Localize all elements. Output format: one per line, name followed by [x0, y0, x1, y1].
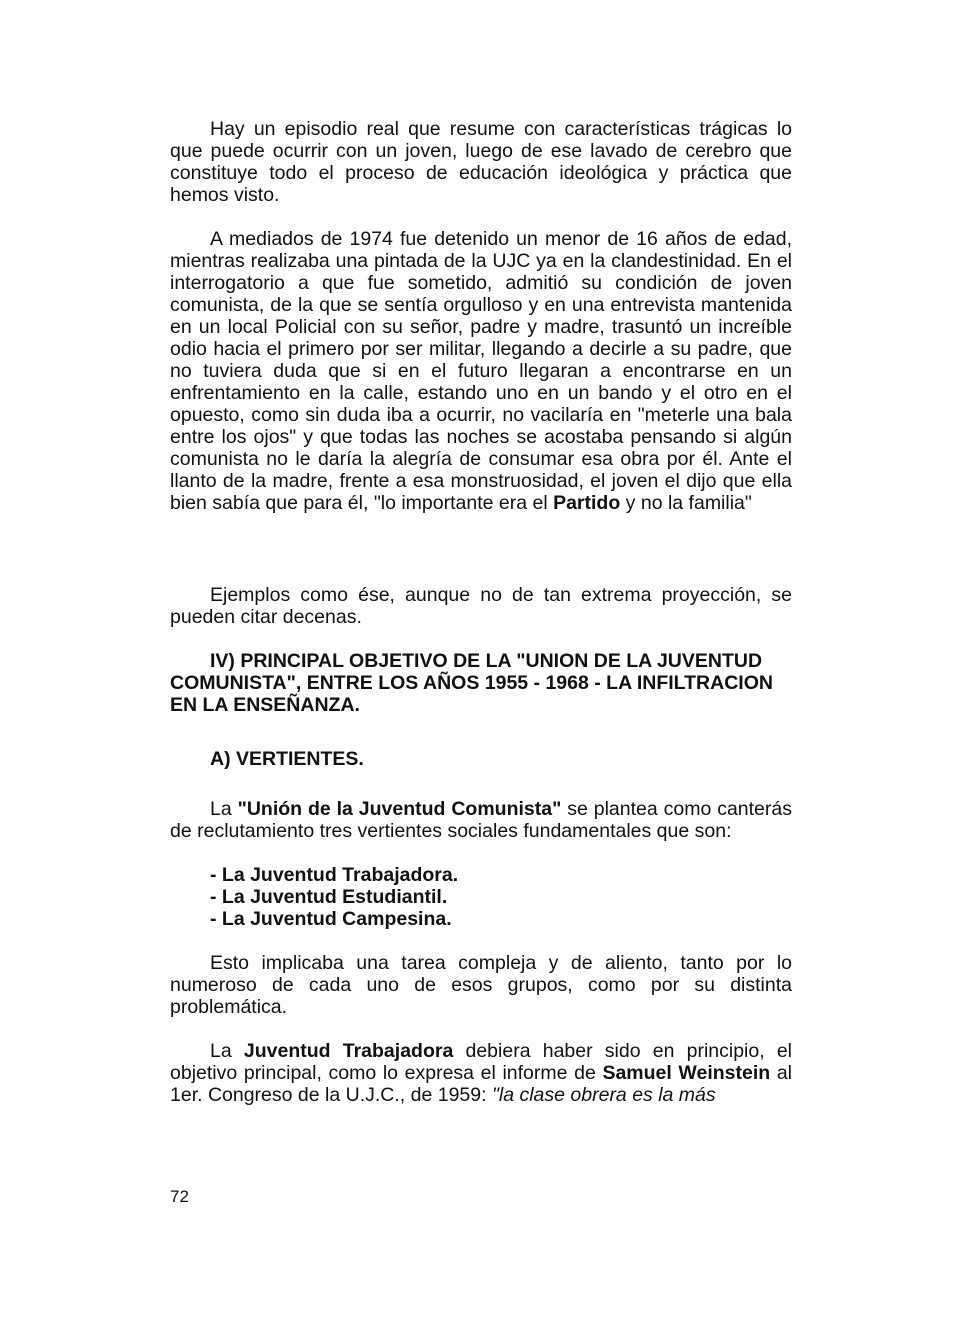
paragraph-vertientes [170, 798, 792, 842]
subsection-heading: A) VERTIENTES. [210, 748, 364, 770]
vertientes-lead: La [210, 798, 238, 820]
paragraph-working-youth [170, 1040, 792, 1106]
youth-list [210, 864, 792, 930]
document-page [170, 118, 792, 1106]
working-youth-lead: La [210, 1040, 244, 1062]
samuel-weinstein-bold: Samuel Weinstein [602, 1062, 771, 1084]
paragraph-episode-intro: Hay un episodio real que resume con características trágicas lo que puede ocurrir con un joven, luego de ese lavado de cerebro que constituye todo el proceso de educación ideológica y práctica que hemos visto. [170, 118, 792, 206]
congress-text: al 1er. Congreso de la U.J.C., de 1959: [170, 1062, 792, 1106]
partido-bold: Partido [553, 492, 621, 514]
list-item: - La Juventud Trabajadora. [210, 864, 459, 886]
quote-italic: "la clase obrera es la más [491, 1084, 716, 1106]
section-heading: IV) PRINCIPAL OBJETIVO DE LA "UNION DE LA JUVENTUD COMUNISTA", ENTRE LOS AÑOS 1955 - 1968 - LA INFILTRACION EN LA ENSEÑANZA. [170, 650, 773, 716]
working-youth-text: debiera haber sido en principio, el objetivo principal, como lo expresa el informe de [170, 1040, 793, 1084]
ujc-bold: "Unión de la Juventud Comunista" [237, 798, 562, 820]
detention-story-end: y no la familia" [620, 492, 752, 514]
list-item: - La Juventud Estudiantil. [210, 886, 448, 908]
page-number: 72 [170, 1187, 189, 1206]
paragraph-complexity: Esto implicaba una tarea compleja y de aliento, tanto por lo numeroso de cada uno de esos grupos, como por su distinta problemática. [170, 952, 792, 1018]
detention-story-text: A mediados de 1974 fue detenido un menor de 16 años de edad, mientras realizaba una pintada de la UJC ya en la clandestinidad. En el interrogatorio a que fue sometido, admitió su condición de joven comunista, de la que se sentía orgulloso y en una entrevista mantenida en un local Policial con su señor, padre y madre, trasuntó un increíble odio hacia el primero por ser militar, llegando a decirle a su padre, que no tuviera duda que si en el futuro llegaran a encontrarse en un enfrentamiento en la calle, estando uno en un bando y el otro en el opuesto, como sin duda iba a ocurrir, no vacilaría en "meterle una bala entre los ojos" y que todas las noches se acostaba pensando si algún comunista no le daría la alegría de consumar esa obra por él. Ante el llanto de la madre, frente a esa monstruosidad, el joven el dijo que ella bien sabía que para él, "lo importante era el [170, 228, 792, 514]
paragraph-detention-story [170, 228, 792, 514]
juventud-trabajadora-bold: Juventud Trabajadora [243, 1040, 454, 1062]
vertientes-text: se plantea como canterás de reclutamiento tres vertientes sociales fundamentales que son: [170, 798, 792, 842]
list-item: - La Juventud Campesina. [210, 908, 452, 930]
paragraph-examples: Ejemplos como ése, aunque no de tan extrema proyección, se pueden citar decenas. [170, 584, 792, 628]
